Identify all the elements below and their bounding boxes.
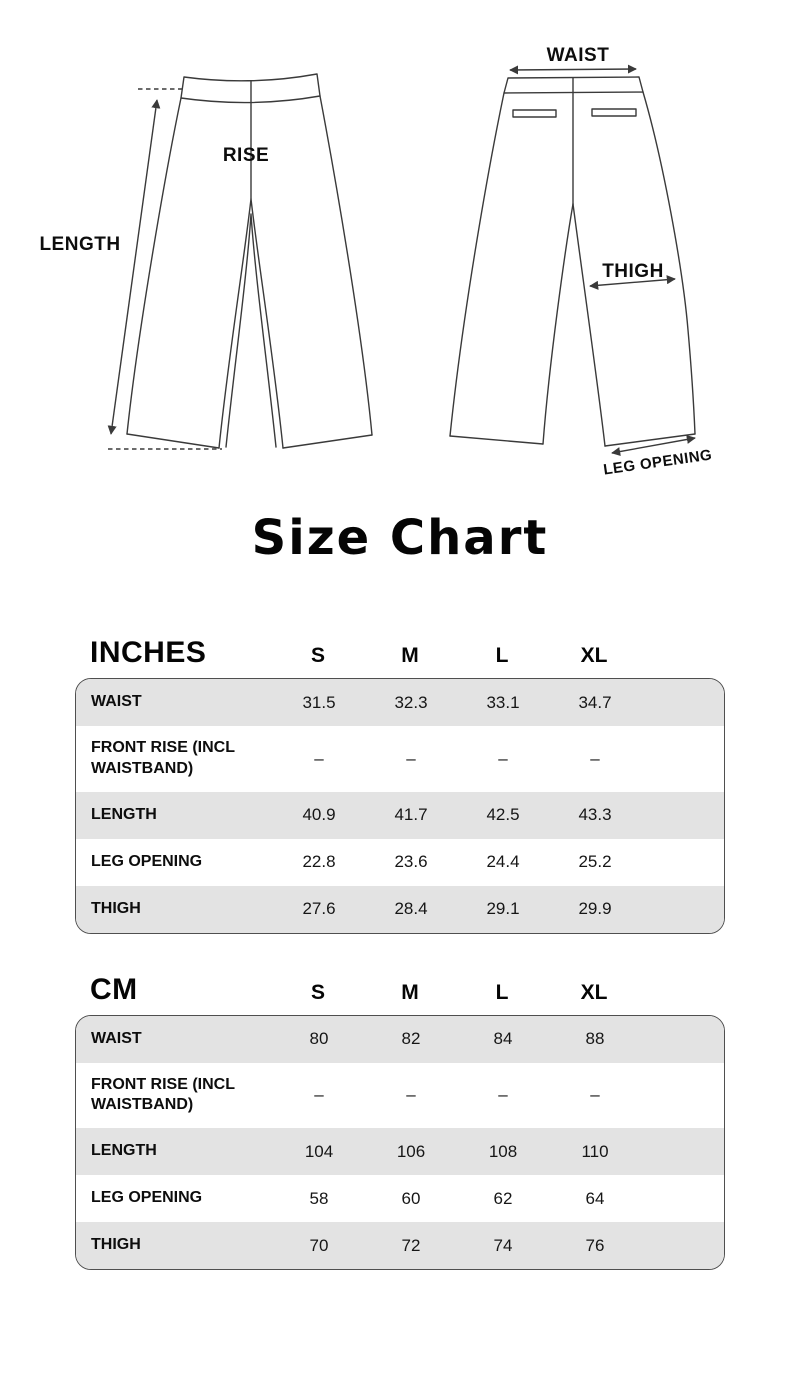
back-left-inseam [543, 204, 573, 444]
table-row-waist [76, 1016, 724, 1063]
front-right-outseam [320, 96, 372, 435]
cell-value: 76 [585, 1235, 605, 1255]
row-label: WAIST [91, 693, 142, 711]
length-label: LENGTH [39, 234, 121, 255]
cm-section [75, 969, 725, 1271]
cm-table [75, 1015, 725, 1271]
cell-value: 70 [309, 1235, 329, 1255]
row-label: LEG OPENING [91, 1189, 203, 1207]
cell-value: 64 [585, 1188, 605, 1208]
cm-col-l: L [495, 980, 509, 1004]
table-row-leg-opening [76, 1175, 724, 1222]
pants-back-view [450, 45, 713, 479]
cell-value: 41.7 [394, 805, 428, 825]
row-label: THIGH [91, 899, 141, 917]
front-right-hem [283, 435, 372, 448]
cell-value: 23.6 [394, 852, 428, 872]
cell-value: – [406, 748, 416, 768]
row-label: LENGTH [91, 1142, 157, 1160]
cell-value: 106 [396, 1141, 426, 1161]
rise-label: RISE [222, 145, 270, 166]
cell-value: 24.4 [486, 852, 520, 872]
cell-value: 42.5 [486, 805, 520, 825]
inches-section [75, 632, 725, 934]
pants-diagram-svg [0, 0, 800, 490]
inches-col-s: S [310, 644, 325, 667]
cell-value: 34.7 [578, 692, 612, 712]
thigh-label: THIGH [602, 261, 664, 282]
cell-value: 110 [581, 1141, 609, 1161]
cm-col-m: M [401, 980, 419, 1004]
row-label: WAIST [91, 1029, 142, 1047]
cell-value: 58 [309, 1188, 329, 1208]
table-row-length [76, 792, 724, 839]
cell-value: 60 [401, 1188, 421, 1208]
cell-value: 33.1 [486, 692, 520, 712]
row-label: FRONT RISE (INCL WAISTBAND) [91, 739, 235, 777]
cell-value: 82 [401, 1029, 421, 1049]
cell-value: – [314, 748, 324, 768]
cell-value: 31.5 [302, 692, 336, 712]
row-label: LENGTH [91, 805, 157, 823]
pants-front-view [39, 74, 372, 449]
cell-value: 104 [304, 1141, 334, 1161]
cm-col-s: S [310, 980, 325, 1004]
cm-table-header [75, 969, 725, 1007]
cm-col-xl: XL [580, 980, 608, 1004]
cell-value: 72 [401, 1235, 421, 1255]
front-left-outseam [127, 98, 181, 434]
cell-value: 40.9 [302, 805, 336, 825]
table-row-front-rise [76, 1063, 724, 1129]
pants-measurement-diagram [0, 0, 800, 490]
cell-value: – [590, 748, 600, 768]
row-label: FRONT RISE (INCL WAISTBAND) [91, 1075, 235, 1114]
cell-value: – [498, 1085, 508, 1105]
cell-value: 25.2 [578, 852, 612, 872]
cell-value: 84 [493, 1029, 513, 1049]
inches-unit-label: INCHES [90, 636, 207, 669]
cell-value: 28.4 [394, 899, 428, 919]
front-left-hem [127, 434, 219, 448]
cell-value: – [314, 1085, 324, 1105]
inches-col-m: M [401, 644, 419, 667]
cell-value: 29.1 [486, 899, 520, 919]
table-row-length [76, 1128, 724, 1175]
cell-value: 80 [309, 1029, 329, 1049]
table-row-waist [76, 679, 724, 726]
waist-label: WAIST [546, 45, 610, 66]
cell-value: 22.8 [302, 852, 336, 872]
table-row-leg-opening [76, 839, 724, 886]
back-pocket-right [592, 109, 636, 116]
back-left-hem [450, 436, 543, 444]
back-right-inseam [573, 204, 605, 446]
cell-value: 62 [493, 1188, 513, 1208]
inches-col-l: L [495, 644, 509, 667]
cell-value: 27.6 [302, 899, 336, 919]
cell-value: 32.3 [394, 692, 428, 712]
leg-opening-label: LEG OPENING [602, 446, 714, 479]
back-left-outseam [450, 93, 504, 436]
inches-col-xl: XL [580, 644, 608, 667]
table-row-front-rise [76, 726, 724, 792]
table-row-thigh [76, 1222, 724, 1269]
row-label: LEG OPENING [91, 852, 203, 870]
waist-arrow [510, 69, 636, 70]
inches-table [75, 678, 725, 934]
cell-value: – [498, 748, 508, 768]
cell-value: 108 [488, 1141, 518, 1161]
cell-value: – [406, 1085, 416, 1105]
cell-value: 29.9 [578, 899, 612, 919]
cell-value: 43.3 [578, 805, 612, 825]
row-label: THIGH [91, 1236, 141, 1254]
back-pocket-left [513, 110, 556, 117]
cell-value: – [590, 1085, 600, 1105]
front-inseam-outer [219, 199, 283, 448]
cell-value: 74 [493, 1235, 513, 1255]
inches-table-header [75, 632, 725, 670]
table-row-thigh [76, 886, 724, 933]
cell-value: 88 [585, 1029, 605, 1049]
cm-unit-label: CM [90, 972, 138, 1006]
page-title: Size Chart [251, 510, 549, 566]
